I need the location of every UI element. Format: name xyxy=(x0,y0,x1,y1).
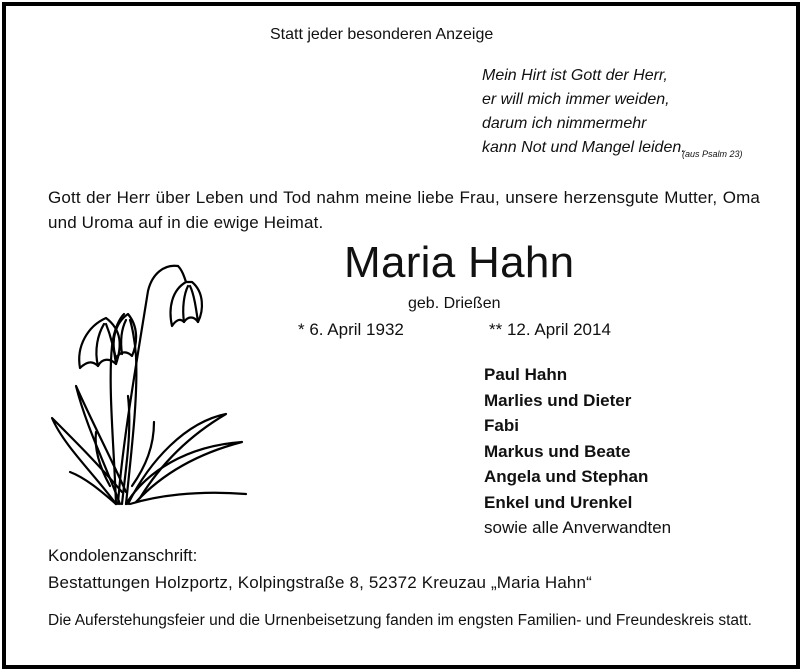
maiden-name: geb. Drießen xyxy=(408,295,501,312)
mourner-others: sowie alle Anverwandten xyxy=(484,518,672,537)
mourners-list xyxy=(484,362,671,541)
mourner-name: Markus und Beate xyxy=(484,441,631,461)
intro-text: Gott der Herr über Leben und Tod nahm meine liebe Frau, unsere herzensgute Mutter, Oma und Uroma auf in die ewige Heimat. xyxy=(48,188,760,232)
verse-line: er will mich immer weiden, xyxy=(482,91,670,108)
deceased-name: Maria Hahn xyxy=(344,238,575,287)
condolence-address: Bestattungen Holzportz, Kolpingstraße 8, 52372 Kreuzau „Maria Hahn“ xyxy=(48,573,592,592)
obituary-card xyxy=(2,2,800,669)
verse-line: Mein Hirt ist Gott der Herr, xyxy=(482,67,668,84)
condolence-label: Kondolenzanschrift: xyxy=(48,546,198,565)
psalm-verse xyxy=(482,64,686,160)
verse-line: kann Not und Mangel leiden. xyxy=(482,139,686,156)
closing-note: Die Auferstehungsfeier und die Urnenbeisetzung fanden im engsten Familien- und Freundeskreis statt. xyxy=(48,612,752,629)
verse-line: darum ich nimmermehr xyxy=(482,115,647,132)
mourner-name: Enkel und Urenkel xyxy=(484,492,633,512)
mourner-name: Marlies und Dieter xyxy=(484,390,632,410)
death-date: ** 12. April 2014 xyxy=(489,320,611,339)
verse-source: (aus Psalm 23) xyxy=(682,149,743,159)
mourner-name: Paul Hahn xyxy=(484,365,568,384)
mourner-name: Angela und Stephan xyxy=(484,467,649,486)
mourner-name: Fabi xyxy=(484,416,519,435)
birth-date: * 6. April 1932 xyxy=(298,320,404,339)
header-line: Statt jeder besonderen Anzeige xyxy=(270,26,494,43)
snowdrop-flower-icon xyxy=(46,246,261,526)
